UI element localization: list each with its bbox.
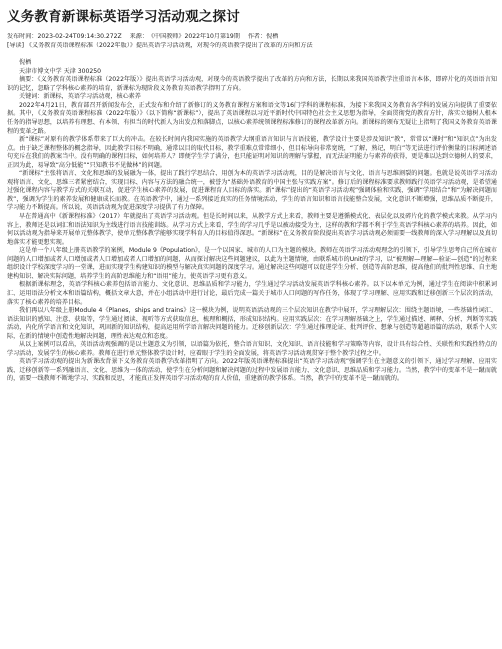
author-label: 作者：: [247, 33, 267, 40]
paragraph: 新“课标”对原有的教学体系带来了巨大的冲击。在较长时间内我国实施的英语教学大纲重语言知识与言语技能，教学设计主要是涉及知识“教”，常常以“课时”和“知识点”为出发点。由于缺乏课程整体的概念指导，因此教学目标不明确，通常以目的取代目标，教学重难点常常细小，但目标导向非常宽统，“了解，熟记，明白”等无法进行评价衡量的目标阐述语句充斥在我们的教案当中。没有明确的课程目标，如何培养人？即便学生学了满分，也只能证明对知识的理解与掌握，而无法证明能力与素养的获得，更是难以达到立德树人的要求，正因为此，易导致“高分低能”“只知教书不见做林”的问题。: [7, 136, 497, 169]
author-value: 倪栖: [266, 33, 279, 40]
source-info: [130, 33, 240, 42]
publish-label: 发布时间：: [7, 33, 38, 40]
abstract: 摘要：《义务教育英语课程标准（2022年版）》提出英语学习活动观，对现今的英语教学提出了改革的方向和方法，长期以来我国英语教学注重语言本体，即碎片化的英语语言知识的记忆，忽略了学科核心素养的培育，新课标为现阶段义务教育英语教学指明了方向。: [7, 76, 497, 92]
paragraph: 这是单一个八年级上册英语教学的案例，Module 9《Population》，是一个以国家、城市的人口为主题的模块。教师在英语学习活动观理念的引领下，引导学生思考自己所在城市问题的人口增加或者人口增加或者人口增加或者人口增加的问题，从而探讨解决这些问题建议，以此为主题情境，由联系城市的Unit的学习，以“被理解—理解—验证—创造”的过程来组织设计学校深度学习的一堂课，进而实现学生构建知识的模型与解决真实问题的深度学习。通过解决这些问题可以促进学生分析、创造等高阶思维，提高他们的批判性思维、自主地建构知识、解决实际问题，培养学生的高阶思维能力和“语用”能力，使英语学习更有意义。: [7, 247, 497, 280]
paragraph: 早在普通高中《新课程标准》（2017）年就提出了英语学习活动观。但是长时间以来，从教学方式上来看，教师主要是遵循模式化、表层化以及碎片化的教学模式来教。从学习内容上，教师还是以词汇和语法知识为主线进行语言技能训练。从学习方式上来看，学生的学习几乎是以被动接受为主，这样的教和学都不利于学生英语学科核心素养的培养。因此，如何以活动观为指导来开展单元整体教学，使单元整体教学能够实现学科育人的目标值得深思。“新课标”在义务教育阶段提出英语学习活动观必须需要一线教师的深入学习理解以及真切地落实才能更想实现。: [7, 213, 497, 246]
publish-time: 2023-02-24T09:14:30.272Z: [37, 33, 122, 40]
source-label: 来源：: [129, 33, 148, 40]
author-info: [248, 33, 278, 42]
paragraph: “新课标”主张将语言、文化和思维的发展融为一体，提出了践行学思结合、用创为本的英语学习活动观，目的是解决语言与文化、语言与思维割裂的问题。也就是说英语学习活动观将语言、文化、思维三者紧密结合，实现目标、内容与方法的融合统一，被誉为“基础外语教育的中国主张与实践方案”。修订后的课程标准要求教师践行英语学习活动观，是希望通过强化课程内容与教学方式的关联互动，促进学生核心素养的发展，促进课程育人目标的落实。新“课标”提出的“英语学习活动观”强调体验和实践，强调“学用结合”和“为解决问题而教”，强调为学生的素养发展和健康成长而教。在英语教学中，通过一系列接近真实的任务情境活动，学生的语言知识和语言技能整合发展，文化意识不断增强，思维品质不断提升，学习能力不断提高。所以说，英语活动观为促进深度学习提供了有力保障。: [7, 170, 497, 212]
paragraph: 2022年4月21日，教育部召开新闻发布会，正式发布和介绍了新修订的义务教育课程方案和语文等16门学科的课程标准，为接下来我国义务教育各学科的发展方向提供了重要依据。其中，《义务教育英语课程标准（2022年版）》（以下简称“新课标”），提出了英语课程以习近平新时代中国特色社会主义思想为指导，全面贯彻党的教育方针，落实立德树人根本任务的指导思想，以培养有理想、有本领、有担当的时代新人为出发点和落脚点，以核心素养统领课程标准修订的课程改革新方向。新课标的颁布无疑让上指明了我国义务教育英语课程的变革之路。: [7, 101, 497, 135]
publish-info: [7, 33, 122, 42]
article-title: 义务教育新课标英语学习活动观之探讨: [7, 9, 240, 25]
article-guide: [导读] 《义务教育英语课程标准（2022年版）》提出英语学习活动观，对现今的英语教学提出了改革的方向和方法: [7, 41, 313, 49]
paragraph: 我们再以八年级上册Module 4《Planes，ships and trains》这一模块为例，说明英语活动观的三个层次知识在教学中展开，学习理解层次：围绕主题语境，一些基础性词汇、语法知识的感知、注意、获取等，学生通过阅读、视听等方式获取信息，梳理和概括，形成知识结构。应用实践层次：在学习理解基础之上，学生通过描述、阐释、分析、判断等实践活动，内化所学语言和文化知识，巩固新的知识结构，提高运用所学语言解决问题的能力。迁移创新层次：学生通过推理论证、批判评价、想象与创造等超越语篇的活动，联系个人实际，在新的情境中创造性地解决问题，理性表达观点和态度。: [7, 307, 497, 340]
source-value: 《中国教师》2022年10月第19期: [147, 33, 240, 40]
keywords: 关键词：新课标，英语学习活动观，核心素养: [19, 93, 141, 101]
author-name: 倪栖: [19, 59, 32, 67]
paragraph: 根据新课标理念，英语学科核心素养包括语言能力、文化意识、思维品质和学习能力，学生通过学习活动发展英语学科核心素养。以下以本单元为例，通过学生在阅读中积累词汇、运用语法分析文本和语篇结构，概括文章大意，并在小组活动中进行讨论，最后完成一篇关于城市人口问题的写作任务，体现了学习理解、应用实践和迁移创新三个层次的活动，落实了核心素养的培养目标。: [7, 281, 497, 306]
article-meta: [7, 33, 497, 42]
paragraph: 从以上案例可以看出，英语活动观强调的是以主题意义为引领，以语篇为依托，整合语言知识、文化知识、语言技能和学习策略等内容，设计具有综合性、关联性和实践性特点的学习活动，发展学生的核心素养。教师在进行单元整体教学设计时，应着眼于学生的全面发展，将英语学习活动观贯穿于整个教学过程之中。: [7, 341, 497, 357]
author-affiliation: 天津市博文中学 天津 300250: [19, 67, 101, 75]
paragraph: 英语学习活动观的提出为新课改背景下义务教育英语教学改革指明了方向。2022年版英语课程标准提出“英语学习活动观”强调学生在主题意义的引领下，通过学习理解、应用实践、迁移创新等一系列融语言、文化、思维为一体的活动，使学生在分析问题和解决问题的过程中发展语言能力、文化意识、思维品质和学习能力。当然，教学中的变革不是一蹴而就的，需要一线教师不断地学习、实践和反思，才能真正发挥英语学习活动观的育人价值，重建新的教学体系。当然，教学中的变革不是一蹴而就的。: [7, 358, 497, 383]
